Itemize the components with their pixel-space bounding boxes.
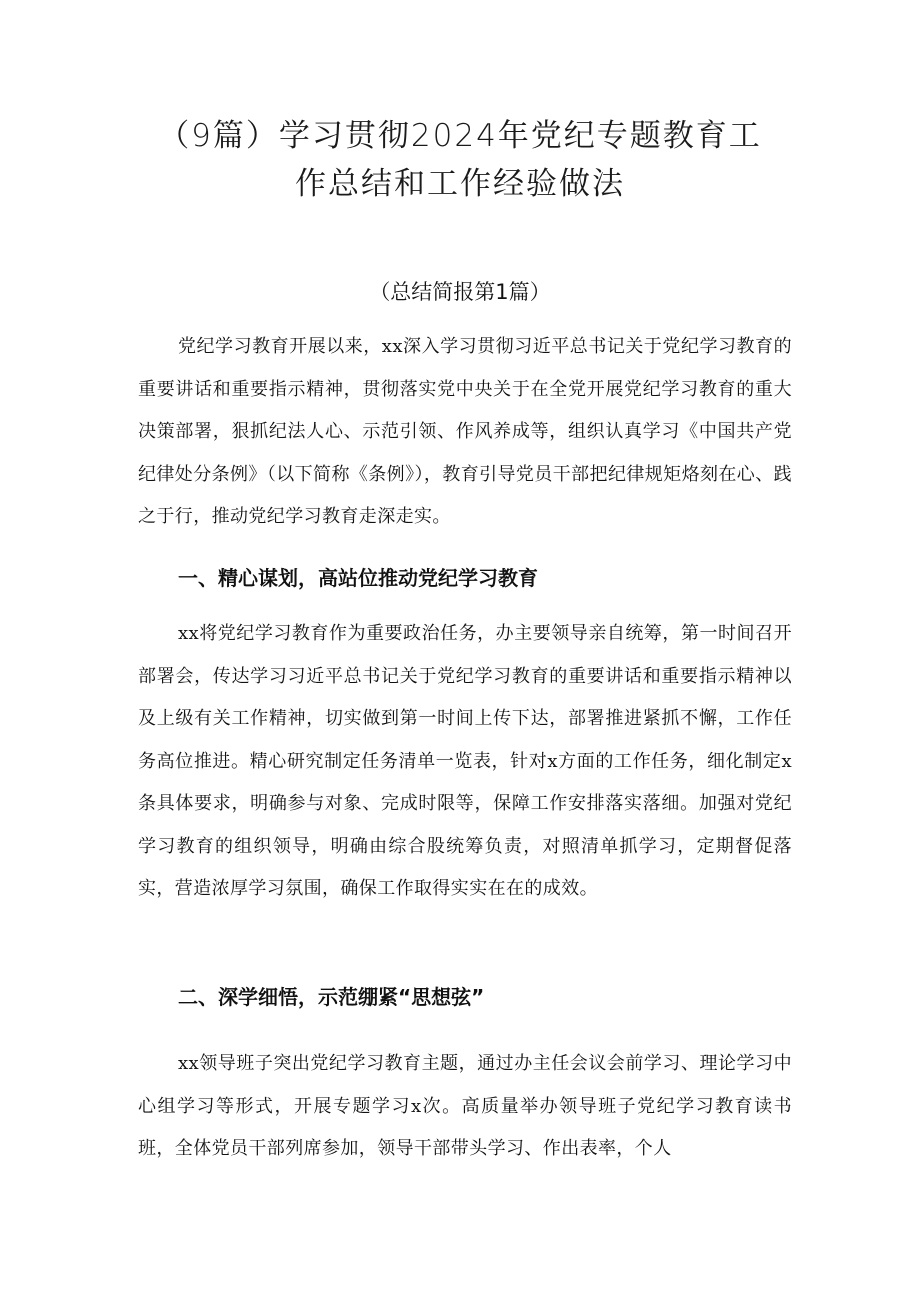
paragraph-section-2: xx领导班子突出党纪学习教育主题，通过办主任会议会前学习、理论学习中心组学习等形式，开展专题学习x次。高质量举办领导班子党纪学习教育读书班，全体党员干部列席参加，领导干部带头学习、作出表率，个人 [138,1053,792,1159]
document-title-line-1: （9篇）学习贯彻2024年党纪专题教育工 [158,118,762,154]
paragraph-section-1: xx将党纪学习教育作为重要政治任务，办主要领导亲自统筹，第一时间召开部署会，传达学习习近平总书记关于党纪学习教育的重要讲话和重要指示精神以及上级有关工作精神，切实做到第一时间上传下达，部署推进紧抓不懈，工作任务高位推进。精心研究制定任务清单一览表，针对x方面的工作任务，细化制定x条具体要求，明确参与对象、完成时限等，保障工作安排落实落细。加强对党纪学习教育的组织领导，明确由综合股统筹负责，对照清单抓学习，定期督促落实，营造浓厚学习氛围，确保工作取得实实在在的成效。 [138,623,792,899]
document-title-line-2: 作总结和工作经验做法 [295,166,625,202]
section-heading-2: 二、深学细悟，示范绷紧“思想弦” [178,985,485,1009]
section-heading-1: 一、精心谋划，高站位推动党纪学习教育 [178,566,538,590]
paragraph-intro: 党纪学习教育开展以来，xx深入学习贯彻习近平总书记关于党纪学习教育的重要讲话和重要指示精神，贯彻落实党中央关于在全党开展党纪学习教育的重大决策部署，狠抓纪法人心、示范引领、作风养成等，组织认真学习《中国共产党纪律处分条例》（以下简称《条例》），教育引导党员干部把纪律规矩烙刻在心、践之于行，推动党纪学习教育走深走实。 [138,336,792,527]
document-subtitle: （总结简报第1篇） [369,280,551,304]
